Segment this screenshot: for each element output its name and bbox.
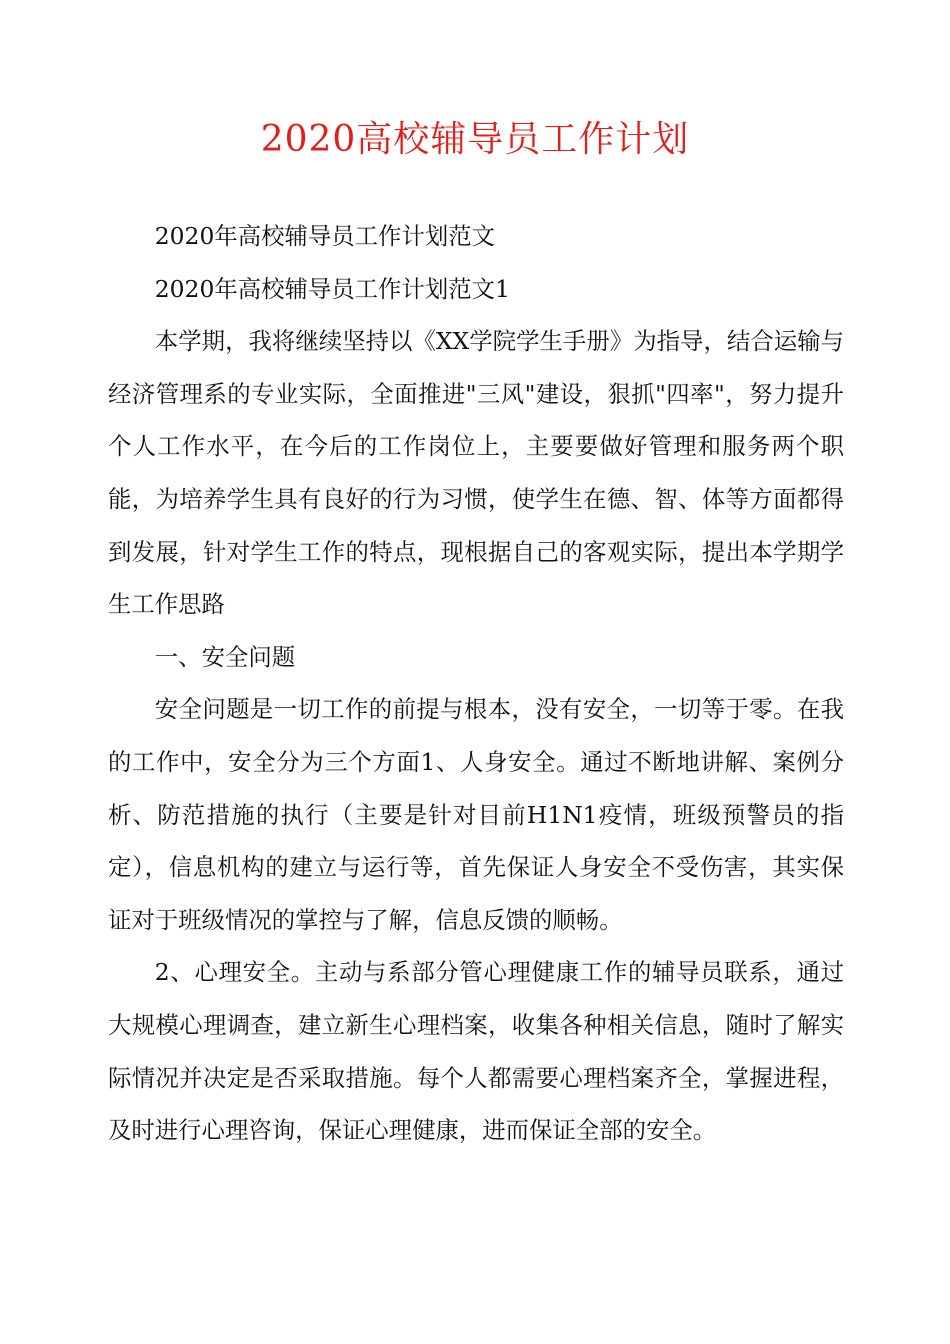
safety-heading: 一、安全问题 [154,642,296,671]
document-title: 2020高校辅导员工作计划 [260,119,690,160]
intro-paragraph: 本学期，我将继续坚持以《XX学院学生手册》为指导，结合运输与经济管理系的专业实际，全面推进"三风"建设，狠抓"四率"，努力提升个人工作水平，在今后的工作岗位上，主要要做好管理和服务两个职能，为培养学生具有良好的行为习惯，使学生在德、智、体等方面都得到发展，针对学生工作的特点，现根据自己的客观实际，提出本学期学生工作思路 [108,327,844,619]
safety-paragraph: 安全问题是一切工作的前提与根本，没有安全，一切等于零。在我的工作中，安全分为三个方面1、人身安全。通过不断地讲解、案例分析、防范措施的执行（主要是针对目前H1N1疫情，班级预警员的指定），信息机构的建立与运行等，首先保证人身安全不受伤害，其实保证对于班级情况的掌控与了解，信息反馈的顺畅。 [108,695,844,934]
section-heading-paragraph: 2020年高校辅导员工作计划范文1 [154,274,510,303]
psych-safety-paragraph: 2、心理安全。主动与系部分管心理健康工作的辅导员联系，通过大规模心理调查，建立新生心理档案，收集各种相关信息，随时了解实际情况并决定是否采取措施。每个人都需要心理档案齐全，掌握进程，及时进行心理咨询，保证心理健康，进而保证全部的安全。 [108,958,844,1145]
document-body [108,210,844,1157]
subtitle-paragraph: 2020年高校辅导员工作计划范文 [154,222,496,250]
